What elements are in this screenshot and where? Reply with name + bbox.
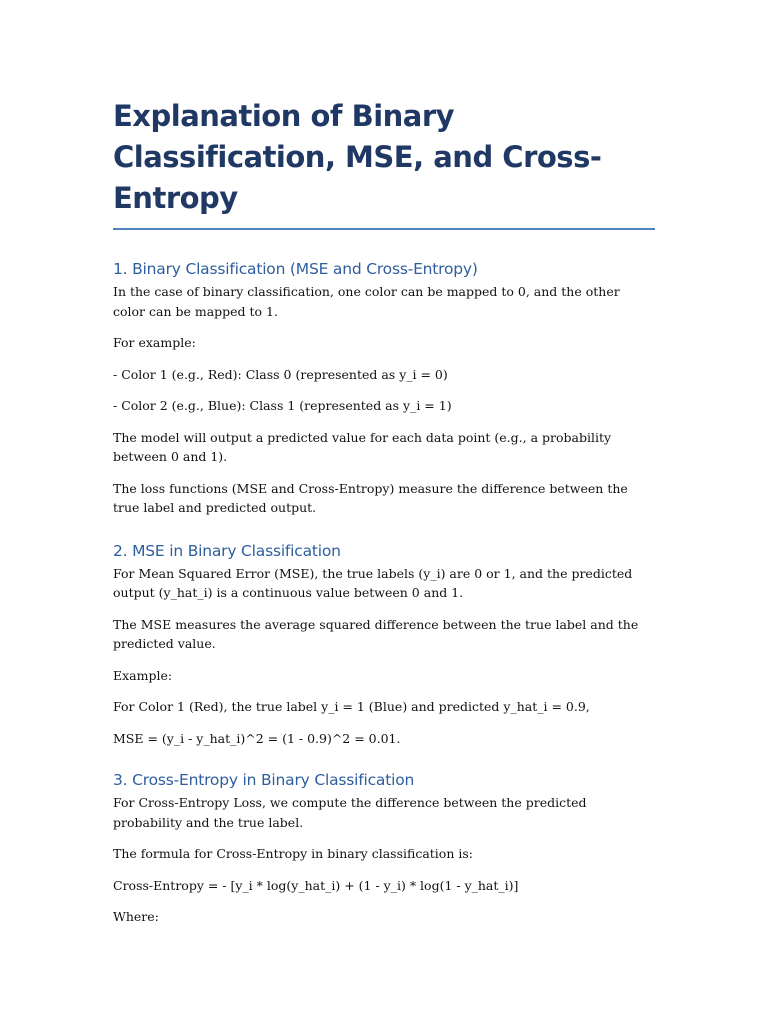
paragraph: The MSE measures the average squared difference between the true label and the predicted value. [113, 616, 639, 651]
paragraph: For example: [113, 335, 196, 350]
section-mse [113, 541, 655, 749]
paragraph: The model will output a predicted value for each data point (e.g., a probability between 0 and 1). [113, 429, 612, 464]
paragraph: Example: [113, 667, 173, 683]
paragraph: - Color 1 (e.g., Red): Class 0 (represented as y_i = 0) [113, 366, 448, 382]
section-heading: 3. Cross-Entropy in Binary Classification [113, 771, 415, 789]
section-binary-classification [113, 259, 655, 518]
document-page [113, 96, 655, 939]
paragraph: Where: [113, 909, 159, 924]
section-cross-entropy [113, 770, 655, 927]
paragraph: For Mean Squared Error (MSE), the true labels (y_i) are 0 or 1, and the predicted output (y_hat_i) is a continuous value between 0 and 1. [113, 565, 633, 600]
document-title: Explanation of Binary Classification, MSE, and Cross-Entropy [113, 96, 655, 230]
section-heading: 1. Binary Classification (MSE and Cross-Entropy) [113, 260, 478, 278]
paragraph: Cross-Entropy = - [y_i * log(y_hat_i) + (1 - y_i) * log(1 - y_hat_i)] [113, 877, 519, 893]
paragraph: The loss functions (MSE and Cross-Entropy) measure the difference between the true label and predicted output. [113, 480, 628, 515]
paragraph: - Color 2 (e.g., Blue): Class 1 (represented as y_i = 1) [113, 398, 452, 413]
paragraph: For Color 1 (Red), the true label y_i = 1 (Blue) and predicted y_hat_i = 0.9, [113, 699, 590, 714]
section-heading: 2. MSE in Binary Classification [113, 541, 341, 560]
paragraph: MSE = (y_i - y_hat_i)^2 = (1 - 0.9)^2 = 0.01. [113, 730, 401, 746]
paragraph: The formula for Cross-Entropy in binary classification is: [113, 846, 473, 861]
paragraph: In the case of binary classification, one color can be mapped to 0, and the other color can be mapped to 1. [113, 284, 620, 319]
paragraph: For Cross-Entropy Loss, we compute the difference between the predicted probability and the true label. [113, 795, 587, 830]
